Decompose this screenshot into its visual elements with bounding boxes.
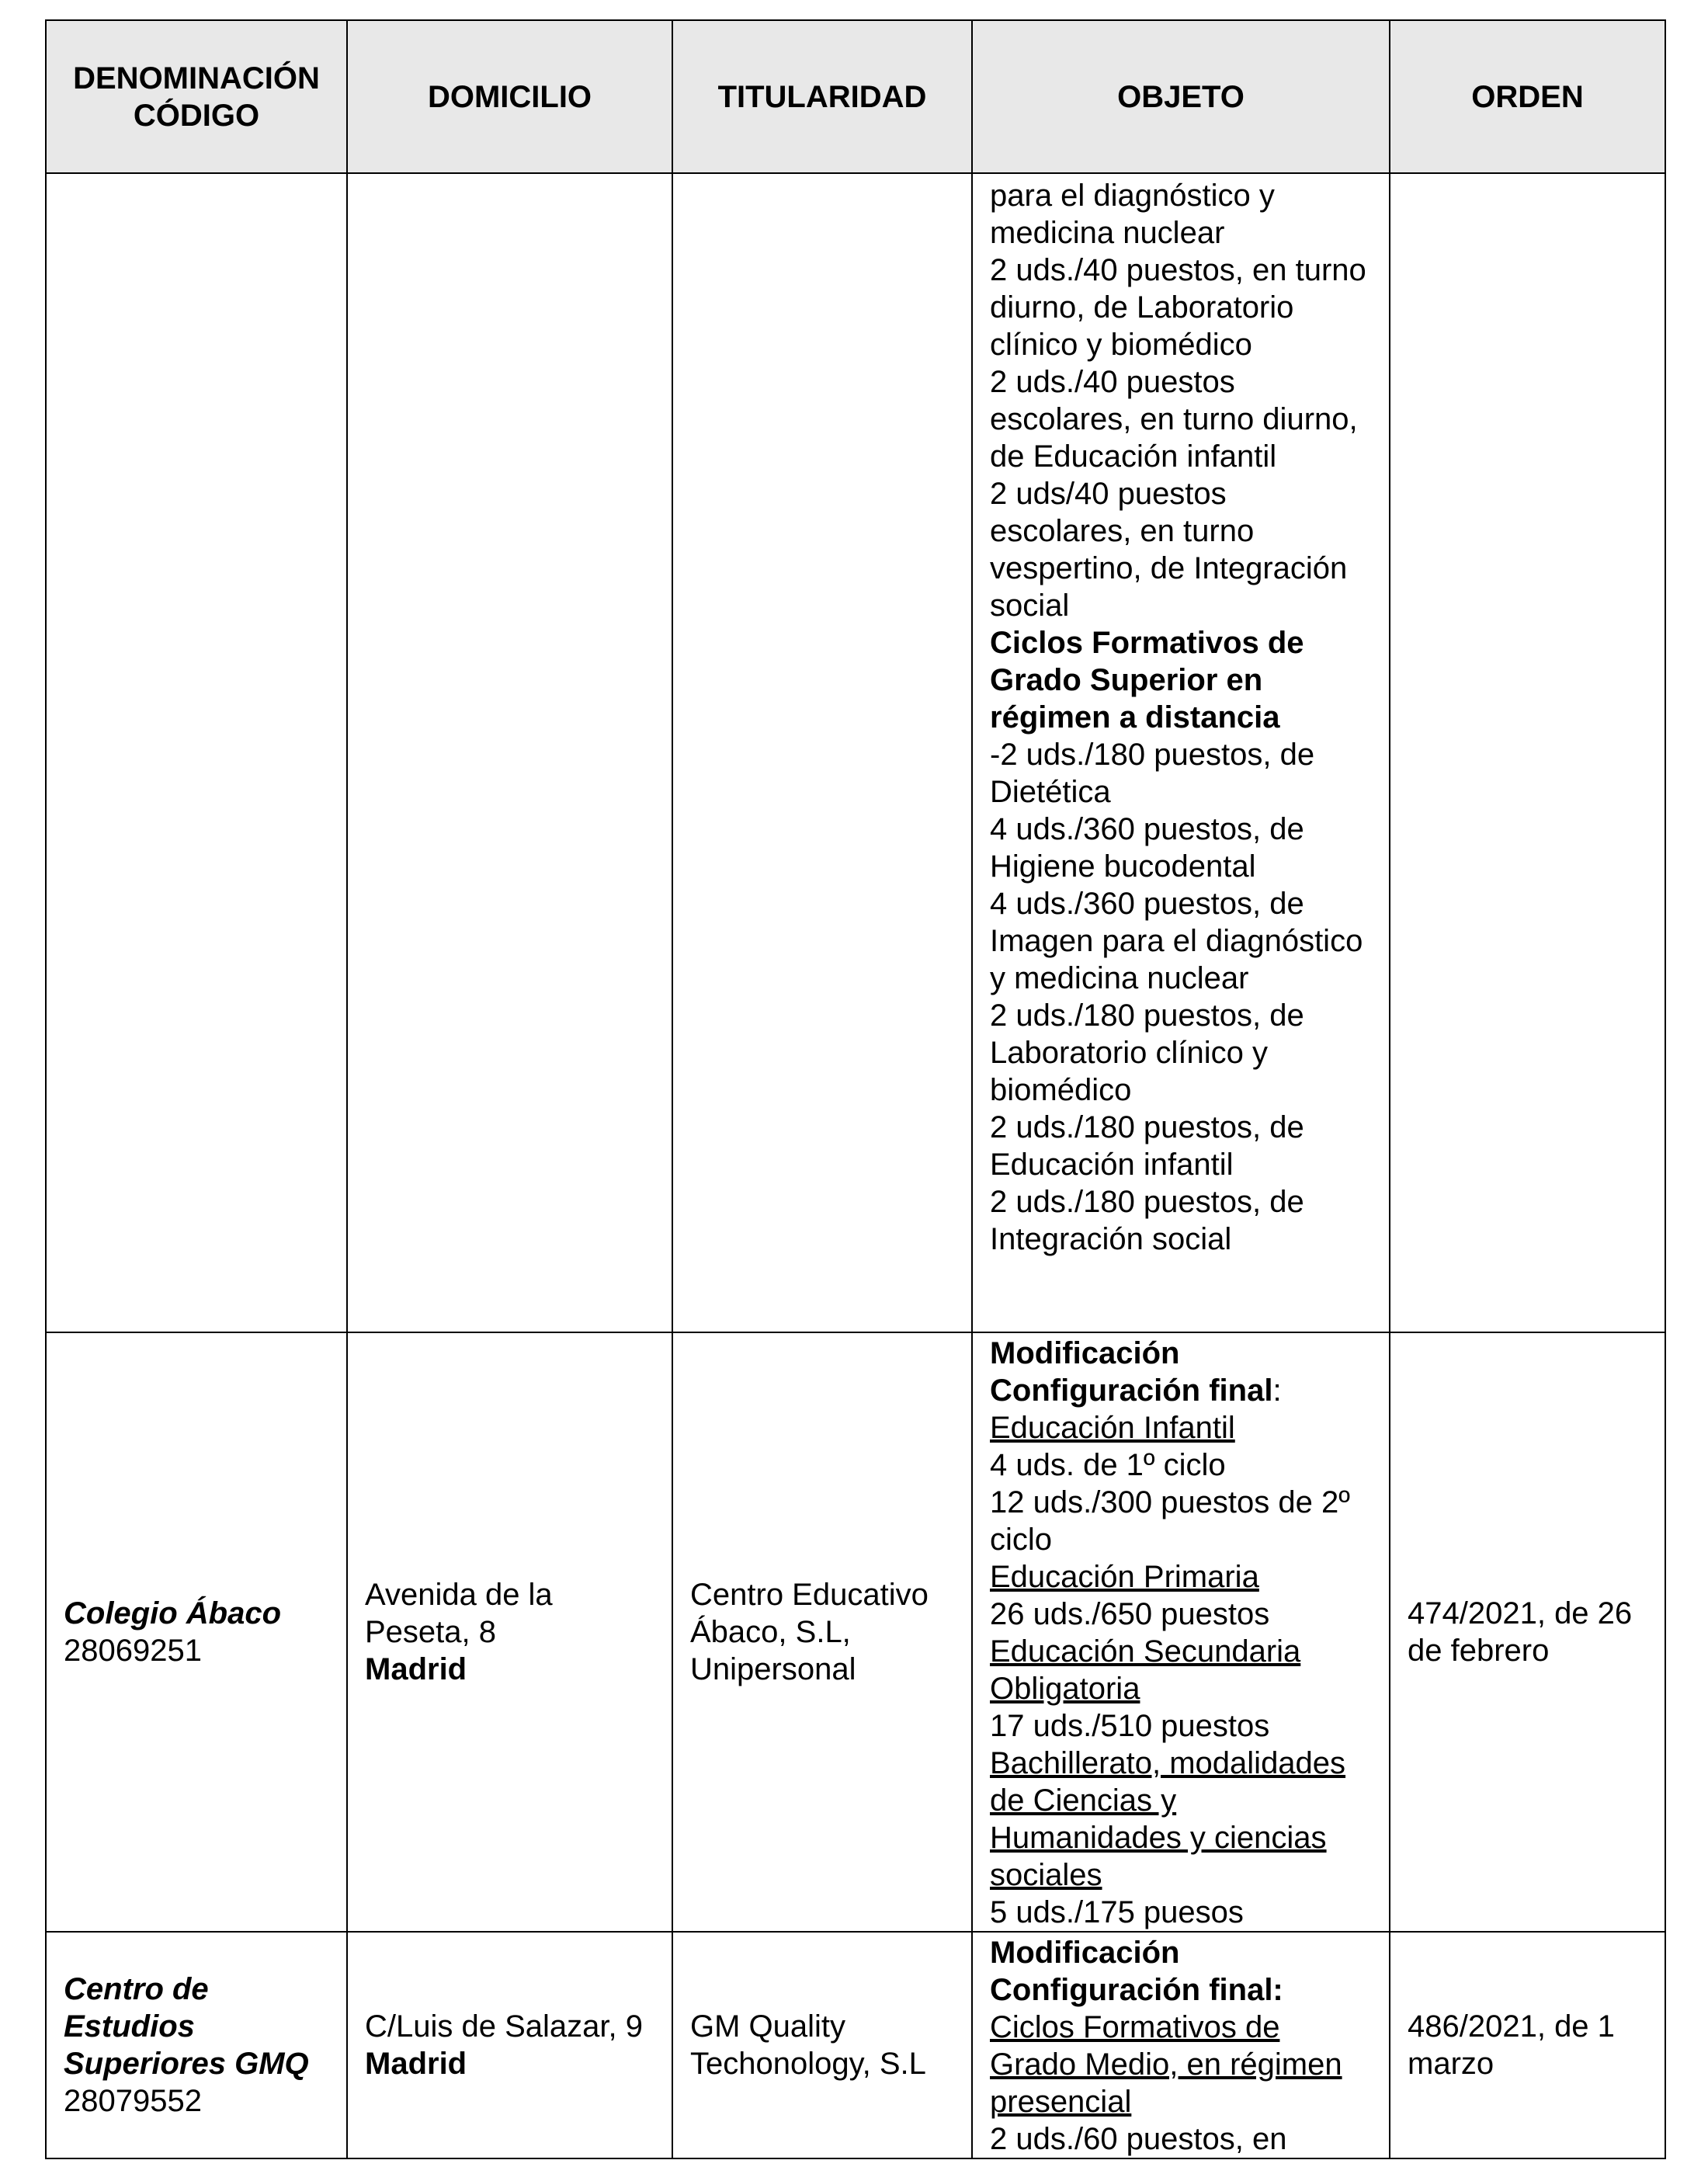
header-codigo-label: CÓDIGO (133, 98, 260, 133)
objeto-line: 2 uds/40 puestos escolares, en turno vespertino, de Integración social (990, 477, 1348, 623)
objeto-line: para el diagnóstico y medicina nuclear (990, 179, 1275, 250)
header-domicilio: DOMICILIO (347, 20, 672, 173)
objeto-line: 2 uds./180 puestos, de Educación infantil (990, 1110, 1304, 1182)
objeto-line: 4 uds. de 1º ciclo (990, 1448, 1226, 1482)
objeto-line: 5 uds./175 puesos (990, 1895, 1244, 1929)
objeto-heading (990, 1335, 1372, 1409)
objeto-line: 4 uds./360 puestos, de Higiene bucodental (990, 812, 1304, 884)
header-denominacion (46, 20, 347, 173)
cell-orden (1390, 173, 1665, 1332)
cell-titularidad (672, 173, 972, 1332)
header-objeto: OBJETO (972, 20, 1390, 173)
domicilio-direccion: Avenida de la Peseta, 8 (365, 1578, 553, 1649)
objeto-heading-colon: : (1272, 1374, 1282, 1408)
cell-denominacion (46, 1932, 347, 2158)
cell-objeto (972, 1932, 1390, 2158)
centro-codigo: 28079552 (64, 2084, 202, 2118)
centros-table (45, 19, 1666, 2159)
objeto-line: 2 uds./40 puestos, en turno diurno, de Laboratorio clínico y biomédico (990, 253, 1366, 362)
objeto-line: Educación Infantil (990, 1411, 1235, 1445)
objeto-list (990, 1409, 1372, 1931)
domicilio-ciudad: Madrid (365, 2047, 467, 2081)
objeto-line: Bachillerato, modalidades de Ciencias y Humanidades y ciencias sociales (990, 1746, 1346, 1892)
table-row (46, 1332, 1665, 1932)
cell-titularidad: Centro Educativo Ábaco, S.L, Unipersonal (672, 1332, 972, 1932)
objeto-line: 26 uds./650 puestos (990, 1597, 1270, 1631)
cell-domicilio (347, 1932, 672, 2158)
domicilio-ciudad: Madrid (365, 1652, 467, 1686)
centro-nombre: Centro de Estudios Superiores GMQ (64, 1972, 309, 2081)
centro-codigo: 28069251 (64, 1634, 202, 1668)
objeto-line: -2 uds./180 puestos, de Dietética (990, 738, 1315, 809)
objeto-line: 2 uds./60 puestos, en (990, 2122, 1287, 2156)
cell-objeto (972, 173, 1390, 1332)
objeto-line: 2 uds./180 puestos, de Integración social (990, 1185, 1304, 1256)
cell-orden: 474/2021, de 26 de febrero (1390, 1332, 1665, 1932)
objeto-line: Ciclos Formativos de Grado Medio, en régimen presencial (990, 2010, 1342, 2119)
table-row (46, 1932, 1665, 2158)
objeto-line: Educación Secundaria Obligatoria (990, 1634, 1301, 1706)
objeto-line: 2 uds./180 puestos, de Laboratorio clínico y biomédico (990, 998, 1304, 1107)
header-row (46, 20, 1665, 173)
objeto-line: Educación Primaria (990, 1560, 1259, 1594)
cell-denominacion (46, 173, 347, 1332)
centro-nombre: Colegio Ábaco (64, 1596, 282, 1630)
objeto-list (990, 2009, 1372, 2158)
cell-denominacion (46, 1332, 347, 1932)
objeto-line: 17 uds./510 puestos (990, 1709, 1270, 1743)
objeto-heading-text: Modificación Configuración final (990, 1336, 1273, 1408)
objeto-heading: Modificación Configuración final: (990, 1936, 1283, 2007)
objeto-line: 4 uds./360 puestos, de Imagen para el diagnóstico y medicina nuclear (990, 887, 1363, 995)
cell-objeto (972, 1332, 1390, 1932)
cell-domicilio (347, 173, 672, 1332)
header-titularidad: TITULARIDAD (672, 20, 972, 173)
cell-orden: 486/2021, de 1 marzo (1390, 1932, 1665, 2158)
header-denominacion-label: DENOMINACIÓN (73, 61, 320, 96)
objeto-subheading: Ciclos Formativos de Grado Superior en régimen a distancia (990, 626, 1304, 735)
header-orden: ORDEN (1390, 20, 1665, 173)
objeto-line: 2 uds./40 puestos escolares, en turno diurno, de Educación infantil (990, 365, 1358, 474)
objeto-line: 12 uds./300 puestos de 2º ciclo (990, 1485, 1350, 1557)
cell-titularidad: GM Quality Techonology, S.L (672, 1932, 972, 2158)
cell-domicilio (347, 1332, 672, 1932)
table-row (46, 173, 1665, 1332)
domicilio-direccion: C/Luis de Salazar, 9 (365, 2009, 643, 2044)
